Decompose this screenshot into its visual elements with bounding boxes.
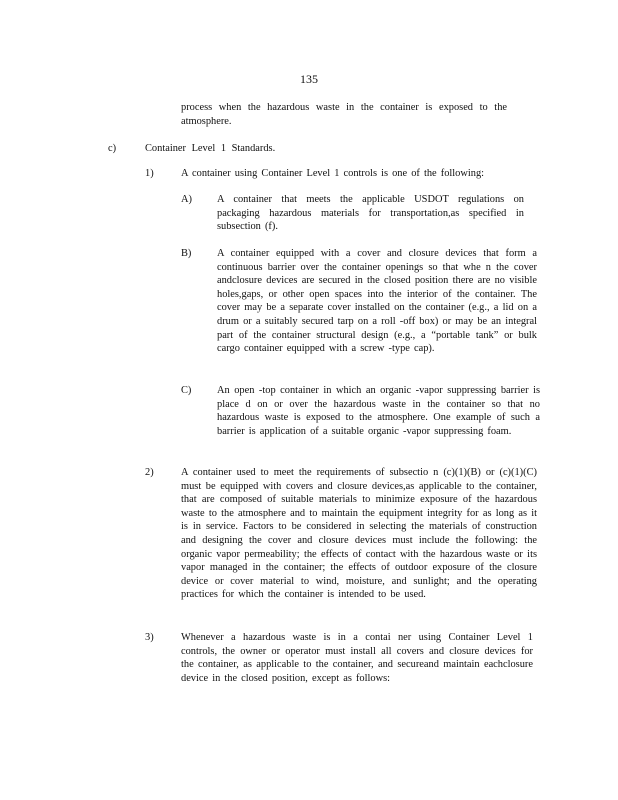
item-1-a-label: A) [181,194,192,205]
item-1-c-label: C) [181,385,192,396]
item-1-b-label: B) [181,248,192,259]
item-1-b-text: A container equipped with a cover and closure devices that form a continuous barrier over the container openings so that whe n the cover andclosure devices are secured in the closed position there are no visible holes,gaps, or other open spaces into the interior of the container. The cover may be a separate cover installed on the container (e.g., a lid on a drum or a suitably secured tarp on a roll -off box) or may be an integral part of the container structural design (e.g., a “portable tank” or bulk cargo container equipped with a screw -type cap). [217,248,537,355]
section-c-title: Container Level 1 Standards. [145,143,276,154]
item-2-text: A container used to meet the requirements of subsectio n (c)(1)(B) or (c)(1)(C) must be equipped with covers and closure devices,as applicable to the container, that are composed of suitable materials to minimize exposure of the hazardous waste to the atmosphere and to maintain the equipment integrity for as long as it is in service. Factors to be considered in selecting the materials of construction and designing the cover and closure devices must include the following: the organic vapor permeability; the effects of contact with the hazardous waste or its vapor managed in the container; the effects of outdoor exposure of the closure device or cover material to wind, moisture, and sunlight; and the operating practices for which the container is intended to be used. [181,467,537,601]
item-1-a-text: A container that meets the applicable USDOT regulations on packaging hazardous materials for transportation,as specified in subsection (f). [217,194,524,233]
item-1-label: 1) [145,168,154,179]
continuation-paragraph: process when the hazardous waste in the container is exposed to the atmosphere. [181,102,507,127]
item-3-text: Whenever a hazardous waste is in a contai ner using Container Level 1 controls, the owner or operator must install all covers and closure devices for the container, as applicable to the container, and secureand maintain eachclosure device in the closed position, except as follows: [181,632,533,684]
item-2-label: 2) [145,467,154,478]
item-1-text: A container using Container Level 1 controls is one of the following: [181,168,485,179]
page-number: 135 [300,72,318,86]
item-1-c-text: An open -top container in which an organic -vapor suppressing barrier is place d on or over the hazardous waste in the container so that no hazardous waste is exposed to the atmosphere. One example of such a barrier is application of a suitable organic -vapor suppressing foam. [217,385,540,437]
item-3-label: 3) [145,632,154,643]
section-c-label: c) [108,143,117,154]
